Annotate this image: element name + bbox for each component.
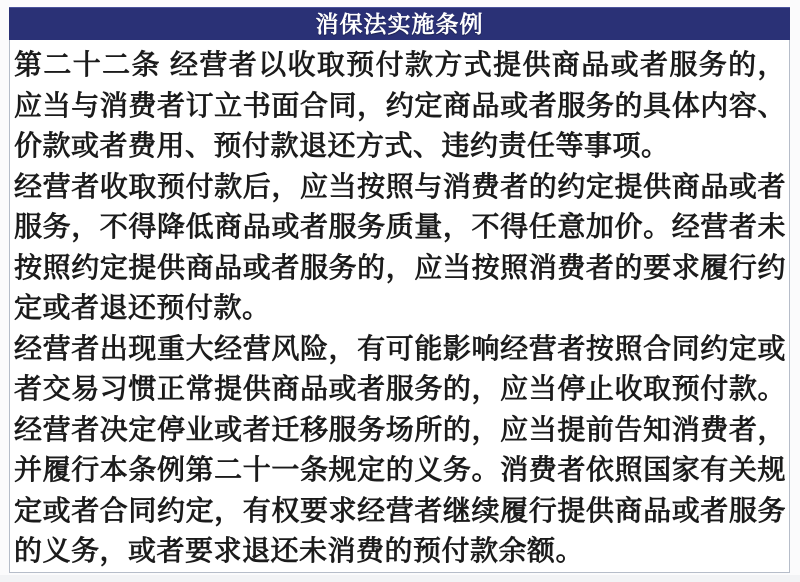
paragraph-business-risk: 经营者出现重大经营风险，有可能影响经营者按照合同约定或者交易习惯正常提供商品或者服务的，应当停止收取预付款。经营者决定停业或者迁移服务场所的，应当提前告知消费者，并履行本条例第二十一条规定的义务。消费者依照国家有关规定或者合同约定，有权要求经营者继续履行提供商品或者服务的义务，或者要求退还未消费的预付款余额。	[14, 332, 786, 566]
paragraph-prepayment-obligations: 经营者收取预付款后，应当按照与消费者的约定提供商品或者服务，不得降低商品或者服务质量，不得任意加价。经营者未按照约定提供商品或者服务的，应当按照消费者的要求履行约定或者退还预付款。	[14, 170, 786, 323]
card-title: 消保法实施条例	[315, 10, 484, 37]
regulation-card	[9, 7, 790, 573]
card-body	[9, 40, 790, 573]
paragraph-article-22: 第二十二条 经营者以收取预付款方式提供商品或者服务的，应当与消费者订立书面合同，约定商品或者服务的具体内容、价款或者费用、预付款退还方式、违约责任等事项。	[14, 49, 786, 161]
card-header	[9, 7, 790, 40]
bottom-margin-strip	[0, 575, 800, 582]
